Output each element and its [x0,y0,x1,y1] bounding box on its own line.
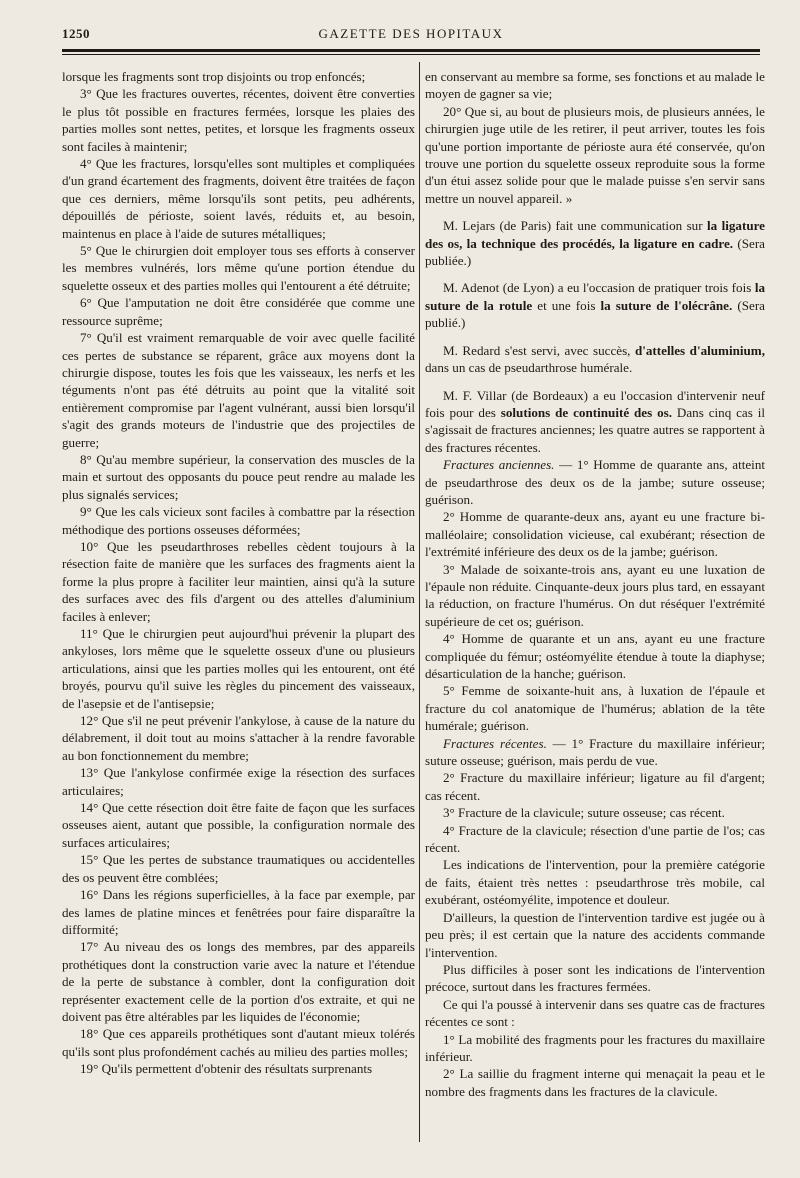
paragraph: 10° Que les pseudarthroses rebelles cèdent toujours à la résection faite de manière que les surfaces des fragments aient la forme la plus propre à faciliter leur maintien, ainsi qu'à la suture des surfaces avec des fils d'argent ou des attelles d'aluminium faciles à enlever; [62,538,415,624]
paragraph: 20° Que si, au bout de plusieurs mois, de plusieurs années, le chirurgien juge utile de les retirer, il peut arriver, toutes les fois qu'une portion importante de périoste aura été conservée, qu'on trouve une portion du squelette osseux reproduite sous la forme d'un étui assez solide pour que le malade puisse s'en servir sans mettre un nouvel appareil. » [425,103,765,206]
adenot-paragraph [425,279,765,331]
bold-run: d'attelles d'aluminium, [634,342,765,358]
redard-paragraph [425,342,765,377]
left-column [62,68,415,1078]
text-run: — 1° Fracture du maxillaire inférieur; suture osseuse; guérison, mais perdu de vue. [425,735,765,769]
paragraph: 11° Que le chirurgien peut aujourd'hui prévenir la plupart des ankyloses, lors même que le squelette osseux d'une ou plusieurs articulations, ainsi que les parties molles qui les entourent, ont été broyés, pourvu qu'il suive les règles du pincement des vaisseaux, de l'asepsie et de l'antisepsie; [62,626,415,711]
paragraph: 4° Que les fractures, lorsqu'elles sont multiples et compliquées d'un grand écartement des fragments, doivent être traitées de façon que ces derniers, même lorsqu'ils sont petits, peu adhérents, dépouillés de périoste, soient lavés, réduits et, au besoin, maintenus en place à l'aide de sutures métalliques; [62,156,415,241]
paragraph: 7° Qu'il est vraiment remarquable de voir avec quelle facilité ces pertes de substance se réparent, grâce aux moyens dont la chirurgie dispose, toutes les fois que les vaisseaux, les nerfs et les téguments n'ont pas été détruits au point que la vitalité soit entièrement compromise par l'agent vulnérant, aussi bien lorsqu'il s'agit des grands moteurs de l'industrie que des projectiles de guerre; [62,330,415,450]
paragraph: 18° Que ces appareils prothétiques sont d'autant mieux tolérés qu'ils sont plus profondément cachés au milieu des parties molles; [62,1026,415,1059]
paragraph: 3° Malade de soixante-trois ans, ayant eu une luxation de l'épaule non réduite. Cinquante-deux jours plus tard, en essayant la réduction, on fracture l'humérus. On dut réséquer l'extrémité supérieure de cet os; guérison. [425,561,765,629]
text-run: M. Redard s'est servi, avec succès, [443,342,635,358]
paragraph: 9° Que les cals vicieux sont faciles à combattre par la résection méthodique des portions osseuses déformées; [62,504,415,537]
header-rule [62,49,760,55]
paragraph: 4° Homme de quarante et un ans, ayant eu une fracture compliquée du fémur; ostéomyélite étendue à toute la diaphyse; désarticulation de la hanche; guérison. [425,631,765,681]
paragraph: 16° Dans les régions superficielles, à la face par exemple, par des lames de platine minces et fenêtrées pour faire disparaître la difformité; [62,887,415,937]
text-run: M. Adenot (de Lyon) a eu l'occasion de pratiquer trois fois [443,280,755,296]
paragraph: 2° Fracture du maxillaire inférieur; ligature au fil d'argent; cas récent. [425,770,765,803]
section-heading: Fractures anciennes. [443,457,555,473]
paragraph: 3° Que les fractures ouvertes, récentes, doivent être converties le plus tôt possible en fractures fermées, lorsque les plaies des parties molles sont nettes, petites, et lorsque les fragments osseux sont faciles à maintenir; [62,86,415,154]
text-run: M. F. Villar (de Bordeaux) a eu l'occasion d'intervenir neuf fois pour des [425,387,765,420]
paragraph: lorsque les fragments sont trop disjoints ou trop enfoncés; [62,69,366,84]
recent-fractures-paragraph [425,735,765,770]
text-run: M. Lejars (de Paris) fait une communication sur [443,218,707,234]
column-divider [419,62,420,1142]
paragraph: Plus difficiles à poser sont les indications de l'intervention précoce, surtout dans les fractures fermées. [425,961,765,995]
paragraph: 19° Qu'ils permettent d'obtenir des résultats surprenants [80,1061,373,1077]
paragraph: 6° Que l'amputation ne doit être considérée que comme une ressource suprême; [62,295,415,328]
bold-run: la suture de la rotule [425,280,765,313]
journal-title: GAZETTE DES HOPITAUX [318,26,504,41]
text-run: et une fois [532,297,601,313]
lejars-paragraph [425,217,765,269]
bold-run: la suture de l'olécrâne. [600,297,733,313]
paragraph: 2° Homme de quarante-deux ans, ayant eu une fracture bi-malléolaire; consolidation vicieuse, cal exubérant; résection de l'extrémité inférieure des deux os de la jambe; guérison. [425,509,765,560]
paragraph: 15° Que les pertes de substance traumatiques ou accidentelles des os peuvent être comblées; [62,852,415,885]
page-header [62,26,760,46]
text-run: — 1° Homme de quarante ans, atteint de pseudarthrose des deux os de la jambe; suture osseuse; guérison. [425,457,766,507]
paragraph: 17° Au niveau des os longs des membres, par des appareils prothétiques dont la construction varie avec la nature et l'étendue de la perte de substance à combler, dont la configuration doit représenter exactement celle de la portion d'os extraite, et qui ne doivent pas être altérables par les liquides de l'économie; [62,939,415,1024]
text-run: dans un cas de pseudarthrose humérale. [425,360,633,376]
right-column [425,68,765,1100]
old-fractures-paragraph [425,456,765,508]
paragraph: 5° Femme de soixante-huit ans, à luxation de l'épaule et fracture du col anatomique de l'humérus; ablation de la tête humérale; guérison. [425,683,765,734]
paragraph: 14° Que cette résection doit être faite de façon que les surfaces osseuses aient, autant que possible, la configuration normale des surfaces articulaires; [62,800,415,850]
text-run: (Sera publié.) [425,297,765,331]
paragraph: 5° Que le chirurgien doit employer tous ses efforts à conserver les membres vulnérés, lors même qu'une portion étendue du squelette osseux et des parties molles qui l'entourent a été détruite; [62,243,415,293]
paragraph: Ce qui l'a poussé à intervenir dans ses quatre cas de fractures récentes ce sont : [425,996,765,1030]
paragraph: Les indications de l'intervention, pour la première catégorie de faits, étaient très nettes : pseudarthrose très mobile, cal exubérant, ostéomyélite, impotence et douleur. [425,857,765,908]
paragraph: 3° Fracture de la clavicule; suture osseuse; cas récent. [443,805,725,821]
text-run: Dans cinq cas il s'agissait de fractures anciennes; les quatre autres se rapportent à des fractures récentes. [425,404,766,455]
villar-paragraph [425,387,765,457]
paragraph: D'ailleurs, la question de l'intervention tardive est jugée ou à peu près; il est certain que la nature des accidents commande l'intervention. [425,909,765,960]
bold-run: solutions de continuité des os. [500,404,673,420]
page-number: 1250 [62,26,90,41]
paragraph: 12° Que s'il ne peut prévenir l'ankylose, à cause de la nature du délabrement, il doit tout au moins s'attacher à la rendre favorable au bon fonctionnement du membre; [62,713,415,763]
section-heading: Fractures récentes. [443,735,547,751]
paragraph: en conservant au membre sa forme, ses fonctions et au malade le moyen de gagner sa vie; [425,69,765,102]
bold-run: la ligature des os, la technique des procédés, la ligature en cadre. [425,218,765,251]
paragraph: 1° La mobilité des fragments pour les fractures du maxillaire inférieur. [425,1031,765,1064]
paragraph: 2° La saillie du fragment interne qui menaçait la peau et le nombre des fragments dans les fractures de la clavicule. [425,1066,765,1099]
text-run: (Sera publiée.) [425,235,765,269]
paragraph: 13° Que l'ankylose confirmée exige la résection des surfaces articulaires; [62,765,415,798]
paragraph: 4° Fracture de la clavicule; résection d'une partie de l'os; cas récent. [425,822,765,856]
paragraph: 8° Qu'au membre supérieur, la conservation des muscles de la main et surtout des opposants du pouce peut rendre au malade les plus signalés services; [62,451,415,502]
